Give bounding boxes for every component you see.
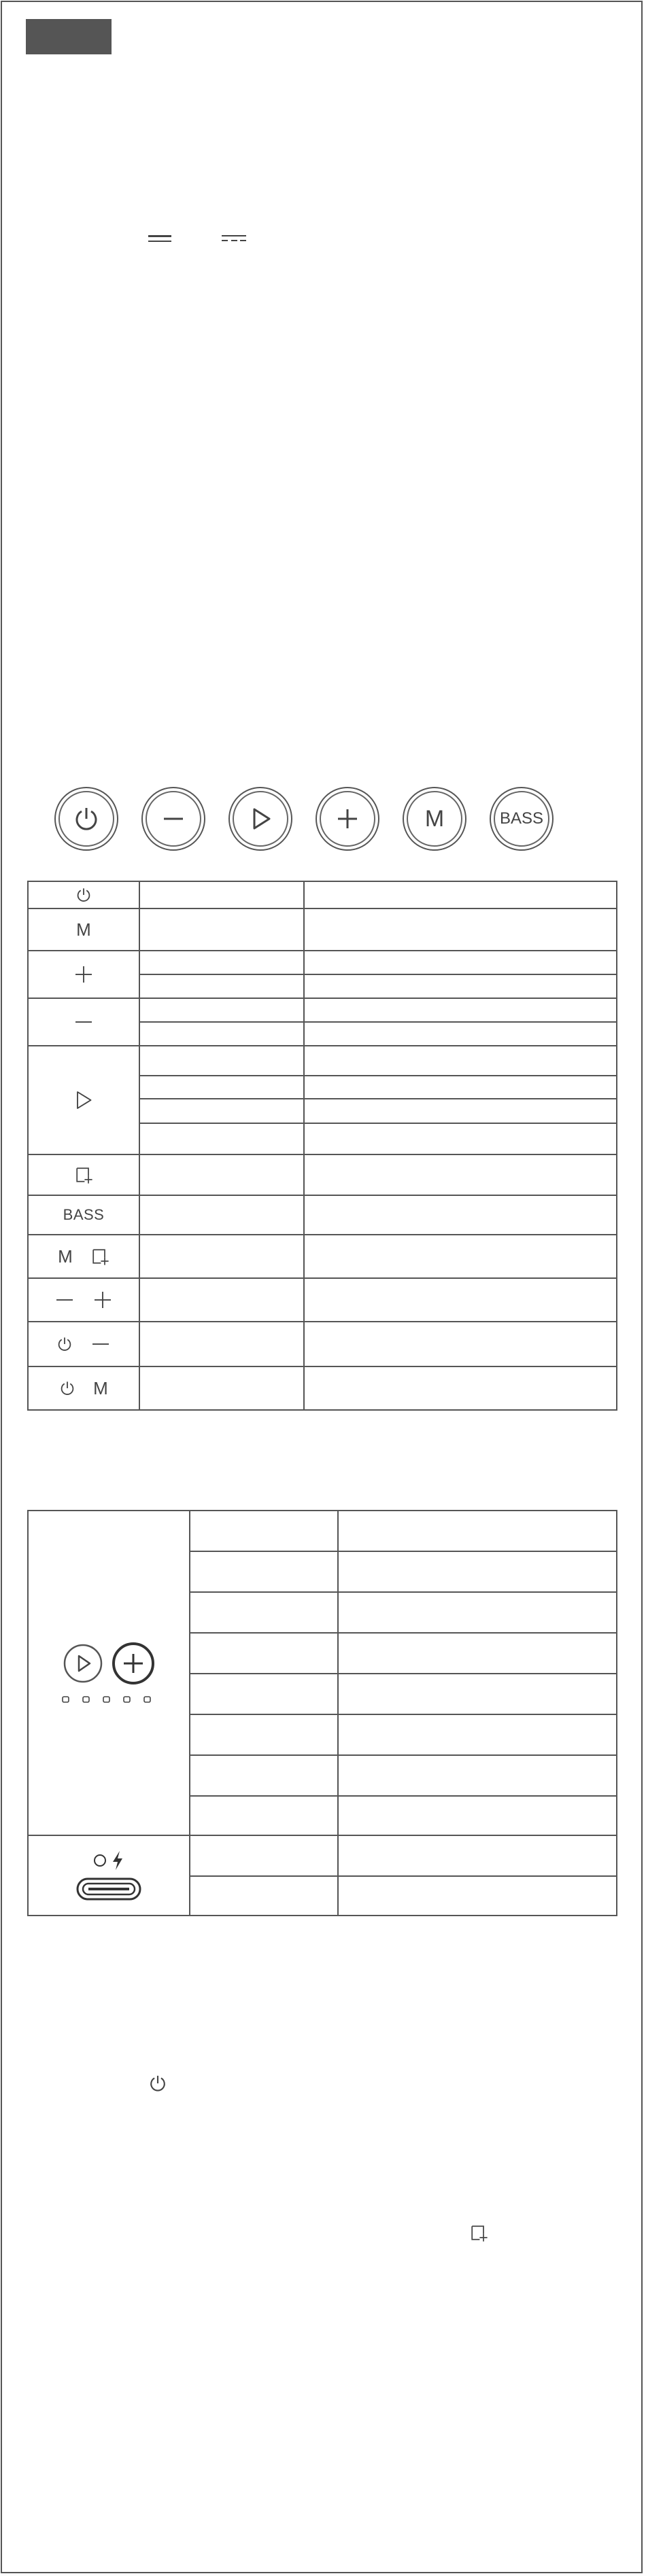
plus-icon xyxy=(73,964,94,985)
dc-symbol-icon xyxy=(222,235,246,241)
table-cell xyxy=(303,1021,617,1046)
ac-symbol-icon xyxy=(148,235,171,245)
table-cell xyxy=(189,1754,339,1797)
indicator-key-cell xyxy=(27,1510,190,1836)
table-cell xyxy=(189,1551,339,1593)
table-cell xyxy=(189,1875,339,1916)
bass-label: BASS xyxy=(63,1206,105,1223)
minus-icon xyxy=(73,1012,94,1032)
table-cell xyxy=(337,1551,617,1593)
table-cell xyxy=(303,1123,617,1155)
bass-label: BASS xyxy=(494,791,549,847)
table-cell xyxy=(337,1591,617,1634)
table-cell xyxy=(337,1754,617,1797)
table-cell xyxy=(303,1234,617,1279)
table-cell xyxy=(189,1591,339,1634)
table-cell xyxy=(337,1714,617,1756)
table-cell xyxy=(303,1321,617,1367)
table-cell xyxy=(139,1277,305,1322)
power-icon xyxy=(148,2074,167,2093)
minus-icon xyxy=(90,1334,111,1354)
mode-label: M xyxy=(58,1246,73,1267)
plus-icon xyxy=(92,1290,113,1310)
tws-pair-icon xyxy=(469,2223,488,2242)
table-row-power-key xyxy=(27,881,140,909)
table-cell xyxy=(139,1123,305,1155)
table-cell xyxy=(139,950,305,975)
table-cell xyxy=(139,1098,305,1124)
table-row-mode-key xyxy=(27,908,140,951)
table-cell xyxy=(337,1673,617,1715)
table-cell xyxy=(303,1045,617,1076)
table-cell xyxy=(337,1632,617,1674)
table-cell xyxy=(139,1154,305,1196)
table-cell xyxy=(303,1366,617,1411)
table-row-play-key xyxy=(27,1045,140,1155)
table-cell xyxy=(139,1234,305,1279)
table-cell xyxy=(139,908,305,951)
play-icon xyxy=(247,805,274,832)
play-button-icon xyxy=(63,1643,103,1684)
control-buttons xyxy=(54,787,558,852)
table-cell xyxy=(303,1154,617,1196)
charge-led-icon xyxy=(93,1854,107,1867)
table-cell xyxy=(139,1021,305,1046)
battery-level-leds-icon xyxy=(61,1695,156,1704)
bass-button[interactable] xyxy=(490,787,554,851)
table-row-power-minus-key xyxy=(27,1321,140,1367)
play-icon xyxy=(73,1090,94,1110)
mode-label: M xyxy=(76,919,91,940)
table-row-plus-key xyxy=(27,950,140,999)
table-cell xyxy=(189,1835,339,1877)
table-row-bass-key xyxy=(27,1195,140,1235)
charging-key-cell xyxy=(27,1835,190,1916)
table-cell xyxy=(303,1075,617,1099)
table-cell xyxy=(189,1632,339,1674)
table-cell xyxy=(303,1195,617,1235)
table-cell xyxy=(139,1195,305,1235)
minus-icon xyxy=(54,1290,75,1310)
table-cell xyxy=(303,881,617,909)
mode-label: M xyxy=(407,791,462,847)
table-cell xyxy=(337,1510,617,1552)
table-cell xyxy=(337,1875,617,1916)
table-cell xyxy=(303,1277,617,1322)
table-cell xyxy=(189,1795,339,1836)
table-cell xyxy=(139,974,305,999)
table-cell xyxy=(139,1321,305,1367)
table-cell xyxy=(303,908,617,951)
table-cell xyxy=(139,881,305,909)
table-cell xyxy=(189,1510,339,1552)
power-icon xyxy=(75,887,92,903)
table-cell xyxy=(189,1714,339,1756)
table-cell xyxy=(139,1075,305,1099)
table-cell xyxy=(139,1366,305,1411)
table-cell xyxy=(303,974,617,999)
table-cell xyxy=(303,950,617,975)
plus-icon xyxy=(334,805,361,832)
table-row-tws-key xyxy=(27,1154,140,1196)
power-button[interactable] xyxy=(54,787,118,851)
table-row-minus-plus-key xyxy=(27,1277,140,1322)
power-icon xyxy=(59,1380,75,1396)
volume-up-button[interactable] xyxy=(316,787,379,851)
table-row-minus-key xyxy=(27,998,140,1046)
table-cell xyxy=(337,1795,617,1836)
minus-icon xyxy=(160,805,187,832)
power-icon xyxy=(73,805,100,832)
table-cell xyxy=(303,998,617,1023)
mode-button[interactable] xyxy=(403,787,466,851)
plus-button-icon xyxy=(112,1642,155,1685)
table-row-mode-tws-key xyxy=(27,1234,140,1279)
volume-down-button[interactable] xyxy=(141,787,205,851)
table-cell xyxy=(139,1045,305,1076)
table-cell xyxy=(189,1673,339,1715)
tws-pair-icon xyxy=(90,1247,109,1266)
table-cell xyxy=(303,1098,617,1124)
table-row-power-mode-key xyxy=(27,1366,140,1411)
power-icon xyxy=(56,1336,73,1352)
header-block xyxy=(26,19,112,54)
play-button[interactable] xyxy=(228,787,292,851)
table-cell xyxy=(337,1835,617,1877)
usb-c-port-icon xyxy=(76,1877,141,1901)
lightning-icon xyxy=(111,1850,124,1871)
tws-pair-icon xyxy=(74,1165,93,1184)
mode-label: M xyxy=(93,1378,108,1398)
table-cell xyxy=(139,998,305,1023)
